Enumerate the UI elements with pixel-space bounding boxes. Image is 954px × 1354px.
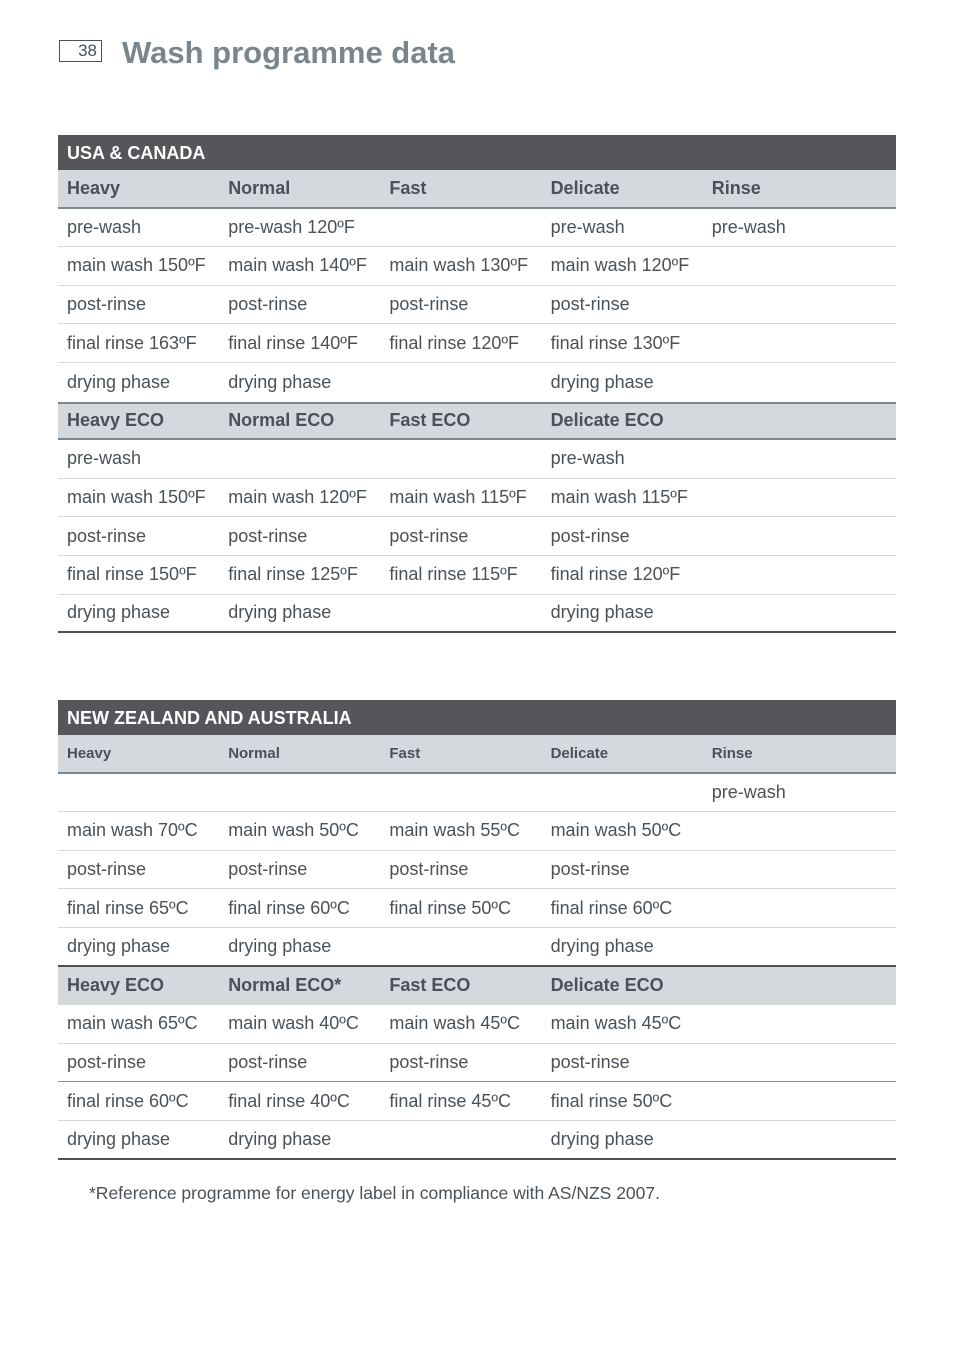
table-cell: post-rinse xyxy=(550,525,630,546)
table-row xyxy=(58,440,896,479)
table-cell: drying phase xyxy=(228,935,332,956)
table-cell: main wash 120ºF xyxy=(550,255,690,276)
header-cell: Normal xyxy=(228,177,291,198)
header-cell: Fast xyxy=(389,177,427,198)
table-cell: final rinse 50ºC xyxy=(389,897,512,918)
table-cell: final rinse 60ºC xyxy=(550,897,673,918)
table-row xyxy=(58,1082,896,1121)
table-cell: post-rinse xyxy=(67,294,147,315)
table-cell: post-rinse xyxy=(389,1052,469,1073)
table-cell: main wash 130ºF xyxy=(389,255,529,276)
header-cell: Heavy ECO xyxy=(67,410,165,431)
table-cell: main wash 150ºF xyxy=(67,255,206,276)
header-cell: Fast ECO xyxy=(389,974,471,995)
table-cell: post-rinse xyxy=(228,1052,308,1073)
table-cell: post-rinse xyxy=(67,525,147,546)
table-cell: drying phase xyxy=(228,602,332,623)
nz-australia-table xyxy=(58,700,896,1160)
table-cell: drying phase xyxy=(228,371,332,392)
header-cell: Delicate xyxy=(550,177,620,198)
table-cell: pre-wash xyxy=(711,216,786,237)
table-cell: post-rinse xyxy=(67,859,147,880)
table-cell: pre-wash xyxy=(711,781,786,802)
table-cell: post-rinse xyxy=(228,859,308,880)
table-row xyxy=(58,209,896,248)
header-cell: Normal xyxy=(228,744,280,762)
header-cell: Fast ECO xyxy=(389,410,471,431)
table-row xyxy=(58,774,896,813)
table-row xyxy=(58,286,896,325)
table-cell: main wash 140ºF xyxy=(228,255,367,276)
header-cell: Heavy ECO xyxy=(67,974,165,995)
table-cell: drying phase xyxy=(550,371,654,392)
table-cell: final rinse 40ºC xyxy=(228,1090,350,1111)
table-cell: pre-wash xyxy=(67,448,142,469)
table-cell: post-rinse xyxy=(389,525,469,546)
table-cell: post-rinse xyxy=(550,1052,630,1073)
table-cell: post-rinse xyxy=(389,859,469,880)
table-cell: main wash 45ºC xyxy=(550,1013,682,1034)
table-cell: drying phase xyxy=(67,602,171,623)
table-cell: drying phase xyxy=(550,602,654,623)
table-title: NEW ZEALAND AND AUSTRALIA xyxy=(58,700,896,735)
table-cell: final rinse 163ºF xyxy=(67,332,197,353)
table-cell: main wash 40ºC xyxy=(228,1013,359,1034)
table-cell: post-rinse xyxy=(228,294,308,315)
table-cell: drying phase xyxy=(67,371,171,392)
table-cell: final rinse 65ºC xyxy=(67,897,189,918)
header-cell: Rinse xyxy=(711,744,753,762)
table-row xyxy=(58,595,896,634)
table-cell: main wash 115ºF xyxy=(389,487,527,508)
table-row xyxy=(58,889,896,928)
table-row xyxy=(58,479,896,518)
table-row xyxy=(58,363,896,402)
header-cell: Delicate xyxy=(550,744,609,762)
table-row xyxy=(58,324,896,363)
table-cell: pre-wash xyxy=(67,216,142,237)
page-number: 38 xyxy=(59,40,102,62)
table-row xyxy=(58,556,896,595)
table-cell: final rinse 50ºC xyxy=(550,1090,673,1111)
table-cell: pre-wash 120ºF xyxy=(228,216,355,237)
header-row xyxy=(58,170,896,209)
header-row xyxy=(58,735,896,774)
table-cell: final rinse 140ºF xyxy=(228,332,358,353)
table-cell: final rinse 115ºF xyxy=(389,564,518,585)
table-cell: final rinse 120ºF xyxy=(389,332,520,353)
table-cell: post-rinse xyxy=(550,294,630,315)
table-row xyxy=(58,812,896,851)
table-row xyxy=(58,851,896,890)
table-cell: drying phase xyxy=(550,1128,654,1149)
header-cell: Delicate ECO xyxy=(550,410,664,431)
table-cell: final rinse 60ºC xyxy=(228,897,350,918)
table-cell: final rinse 125ºF xyxy=(228,564,358,585)
header-cell: Normal ECO* xyxy=(228,974,342,995)
table-row xyxy=(58,517,896,556)
table-row xyxy=(58,1121,896,1160)
usa-canada-table xyxy=(58,135,896,633)
table-cell: pre-wash xyxy=(550,448,625,469)
table-cell: main wash 150ºF xyxy=(67,487,206,508)
table-cell: pre-wash xyxy=(550,216,625,237)
header-cell: Delicate ECO xyxy=(550,974,664,995)
table-cell: main wash 120ºF xyxy=(228,487,367,508)
header-cell: Heavy xyxy=(67,177,121,198)
table-cell: main wash 50ºC xyxy=(228,820,359,841)
table-cell: final rinse 130ºF xyxy=(550,332,681,353)
eco-header-row xyxy=(58,967,896,1006)
header-cell: Fast xyxy=(389,744,421,762)
header-cell: Rinse xyxy=(711,177,761,198)
table-cell: main wash 115ºF xyxy=(550,487,688,508)
eco-header-row xyxy=(58,402,896,441)
table-title: USA & CANADA xyxy=(58,135,896,170)
table-row xyxy=(58,1044,896,1083)
page-title: Wash programme data xyxy=(122,35,456,70)
table-cell: drying phase xyxy=(550,935,654,956)
table-cell: post-rinse xyxy=(67,1052,147,1073)
table-row xyxy=(58,1005,896,1044)
table-cell: drying phase xyxy=(67,935,171,956)
table-cell: drying phase xyxy=(67,1128,171,1149)
table-cell: final rinse 120ºF xyxy=(550,564,681,585)
table-cell: main wash 45ºC xyxy=(389,1013,521,1034)
table-row xyxy=(58,247,896,286)
table-cell: main wash 55ºC xyxy=(389,820,521,841)
table-cell: main wash 70ºC xyxy=(67,820,198,841)
table-cell: drying phase xyxy=(228,1128,332,1149)
table-cell: main wash 65ºC xyxy=(67,1013,198,1034)
header-cell: Normal ECO xyxy=(228,410,335,431)
table-row xyxy=(58,928,896,967)
header-cell: Heavy xyxy=(67,744,112,762)
table-cell: final rinse 150ºF xyxy=(67,564,197,585)
table-cell: final rinse 45ºC xyxy=(389,1090,512,1111)
table-cell: post-rinse xyxy=(389,294,469,315)
table-cell: post-rinse xyxy=(228,525,308,546)
table-cell: final rinse 60ºC xyxy=(67,1090,189,1111)
table-cell: main wash 50ºC xyxy=(550,820,682,841)
table-cell: post-rinse xyxy=(550,859,630,880)
footnote: *Reference programme for energy label in compliance with AS/NZS 2007. xyxy=(89,1183,660,1203)
